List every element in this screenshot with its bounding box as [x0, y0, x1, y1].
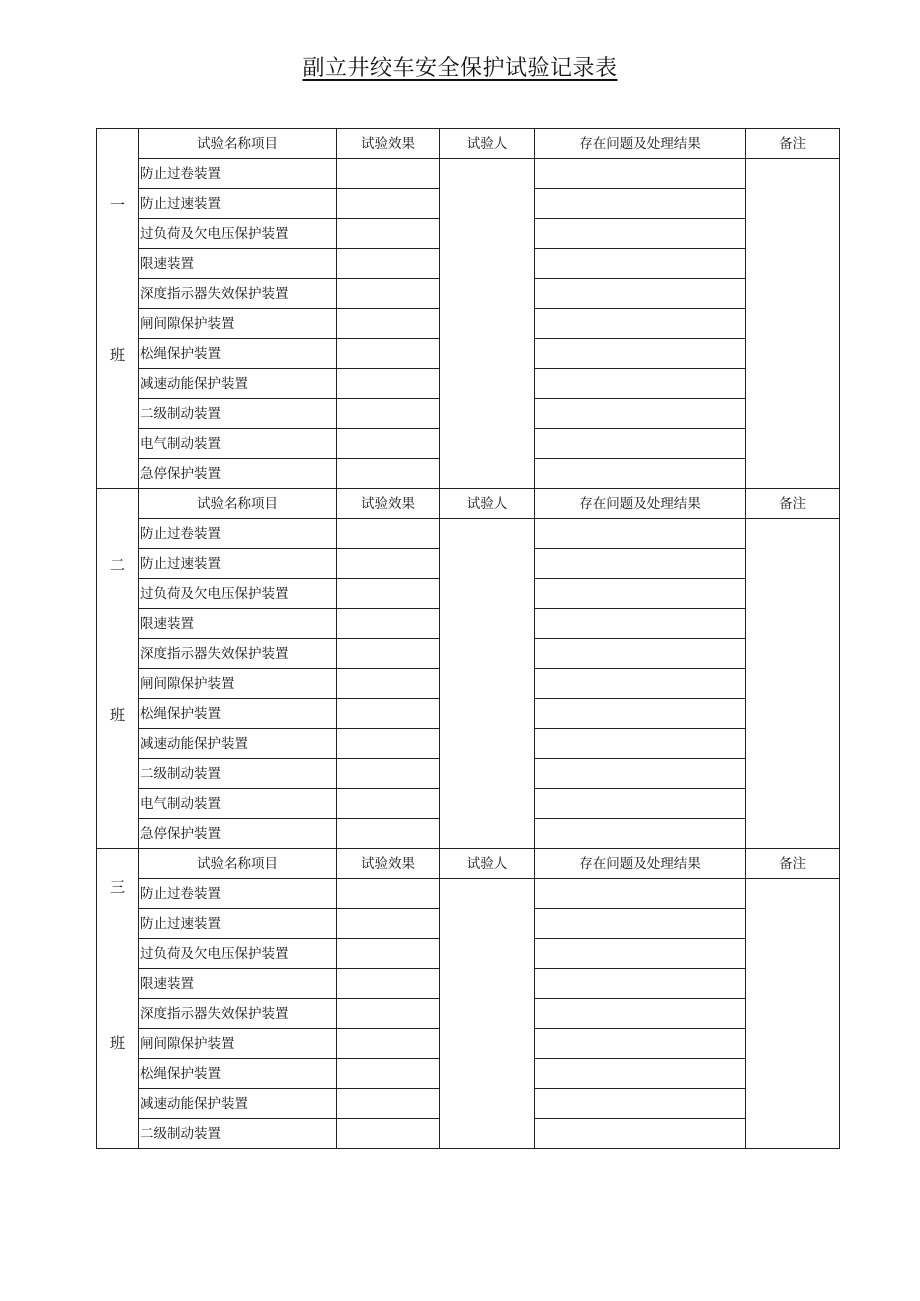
issues-result-cell[interactable] [535, 519, 746, 549]
issues-result-cell[interactable] [535, 579, 746, 609]
header-remarks: 备注 [746, 489, 840, 519]
test-effect-cell[interactable] [337, 369, 440, 399]
test-item-name: 限速装置 [139, 609, 337, 639]
test-effect-cell[interactable] [337, 399, 440, 429]
page-title [0, 54, 920, 84]
test-item-name: 防止过卷装置 [139, 879, 337, 909]
test-item-name: 限速装置 [139, 249, 337, 279]
test-item-name: 过负荷及欠电压保护装置 [139, 579, 337, 609]
test-effect-cell[interactable] [337, 939, 440, 969]
test-item-name: 深度指示器失效保护装置 [139, 279, 337, 309]
header-remarks: 备注 [746, 849, 840, 879]
test-effect-cell[interactable] [337, 459, 440, 489]
test-effect-cell[interactable] [337, 249, 440, 279]
test-item-name: 松绳保护装置 [139, 1059, 337, 1089]
test-item-name: 闸间隙保护装置 [139, 1029, 337, 1059]
test-effect-cell[interactable] [337, 159, 440, 189]
issues-result-cell[interactable] [535, 759, 746, 789]
test-effect-cell[interactable] [337, 1059, 440, 1089]
test-item-name: 闸间隙保护装置 [139, 309, 337, 339]
shift-label-top: 二 [109, 556, 125, 574]
test-effect-cell[interactable] [337, 429, 440, 459]
test-effect-cell[interactable] [337, 729, 440, 759]
test-item-name: 电气制动装置 [139, 789, 337, 819]
table-row [97, 879, 840, 909]
header-test-effect: 试验效果 [337, 849, 440, 879]
test-item-name: 电气制动装置 [139, 429, 337, 459]
test-item-name: 减速动能保护装置 [139, 369, 337, 399]
table-row [97, 159, 840, 189]
header-tester: 试验人 [440, 489, 535, 519]
test-effect-cell[interactable] [337, 549, 440, 579]
test-effect-cell[interactable] [337, 1029, 440, 1059]
test-item-name: 深度指示器失效保护装置 [139, 999, 337, 1029]
issues-result-cell[interactable] [535, 249, 746, 279]
header-test-name: 试验名称项目 [139, 489, 337, 519]
issues-result-cell[interactable] [535, 939, 746, 969]
issues-result-cell[interactable] [535, 1029, 746, 1059]
header-test-effect: 试验效果 [337, 129, 440, 159]
issues-result-cell[interactable] [535, 279, 746, 309]
shift-label-cell [97, 849, 139, 1149]
shift-label-cell [97, 129, 139, 489]
test-item-name: 二级制动装置 [139, 1119, 337, 1149]
header-issues-result: 存在问题及处理结果 [535, 849, 746, 879]
header-test-effect: 试验效果 [337, 489, 440, 519]
header-issues-result: 存在问题及处理结果 [535, 489, 746, 519]
shift-label-bottom: 班 [109, 706, 125, 724]
issues-result-cell[interactable] [535, 189, 746, 219]
test-item-name: 防止过速装置 [139, 189, 337, 219]
issues-result-cell[interactable] [535, 219, 746, 249]
tester-cell[interactable] [440, 159, 535, 489]
tester-cell[interactable] [440, 519, 535, 849]
issues-result-cell[interactable] [535, 729, 746, 759]
test-effect-cell[interactable] [337, 819, 440, 849]
test-effect-cell[interactable] [337, 999, 440, 1029]
test-effect-cell[interactable] [337, 639, 440, 669]
test-effect-cell[interactable] [337, 279, 440, 309]
test-effect-cell[interactable] [337, 609, 440, 639]
test-item-name: 松绳保护装置 [139, 339, 337, 369]
table-row [97, 519, 840, 549]
issues-result-cell[interactable] [535, 999, 746, 1029]
test-effect-cell[interactable] [337, 759, 440, 789]
issues-result-cell[interactable] [535, 969, 746, 999]
test-item-name: 防止过速装置 [139, 909, 337, 939]
test-effect-cell[interactable] [337, 699, 440, 729]
header-tester: 试验人 [440, 849, 535, 879]
test-effect-cell[interactable] [337, 1119, 440, 1149]
issues-result-cell[interactable] [535, 1089, 746, 1119]
header-row [97, 849, 840, 879]
header-test-name: 试验名称项目 [139, 129, 337, 159]
tester-cell[interactable] [440, 879, 535, 1149]
remarks-cell[interactable] [746, 519, 840, 849]
shift-label-top: 一 [109, 196, 125, 214]
issues-result-cell[interactable] [535, 429, 746, 459]
table-body [97, 129, 840, 1149]
test-item-name: 过负荷及欠电压保护装置 [139, 939, 337, 969]
issues-result-cell[interactable] [535, 1059, 746, 1089]
test-effect-cell[interactable] [337, 339, 440, 369]
test-effect-cell[interactable] [337, 579, 440, 609]
test-item-name: 限速装置 [139, 969, 337, 999]
test-item-name: 深度指示器失效保护装置 [139, 639, 337, 669]
issues-result-cell[interactable] [535, 369, 746, 399]
issues-result-cell[interactable] [535, 909, 746, 939]
header-test-name: 试验名称项目 [139, 849, 337, 879]
page-title-text: 副立井绞车安全保护试验记录表 [302, 56, 618, 81]
shift-label-bottom: 班 [109, 346, 125, 364]
issues-result-cell[interactable] [535, 309, 746, 339]
test-effect-cell[interactable] [337, 1089, 440, 1119]
issues-result-cell[interactable] [535, 819, 746, 849]
issues-result-cell[interactable] [535, 879, 746, 909]
test-item-name: 松绳保护装置 [139, 699, 337, 729]
issues-result-cell[interactable] [535, 399, 746, 429]
test-item-name: 减速动能保护装置 [139, 729, 337, 759]
test-item-name: 闸间隙保护装置 [139, 669, 337, 699]
test-item-name: 防止过卷装置 [139, 519, 337, 549]
header-issues-result: 存在问题及处理结果 [535, 129, 746, 159]
issues-result-cell[interactable] [535, 459, 746, 489]
test-item-name: 二级制动装置 [139, 759, 337, 789]
test-item-name: 急停保护装置 [139, 819, 337, 849]
issues-result-cell[interactable] [535, 699, 746, 729]
issues-result-cell[interactable] [535, 159, 746, 189]
test-effect-cell[interactable] [337, 909, 440, 939]
shift-label-top: 三 [109, 878, 125, 896]
test-item-name: 防止过卷装置 [139, 159, 337, 189]
header-row [97, 489, 840, 519]
issues-result-cell[interactable] [535, 609, 746, 639]
issues-result-cell[interactable] [535, 1119, 746, 1149]
test-item-name: 急停保护装置 [139, 459, 337, 489]
test-effect-cell[interactable] [337, 219, 440, 249]
test-effect-cell[interactable] [337, 969, 440, 999]
header-tester: 试验人 [440, 129, 535, 159]
issues-result-cell[interactable] [535, 669, 746, 699]
test-item-name: 过负荷及欠电压保护装置 [139, 219, 337, 249]
test-item-name: 二级制动装置 [139, 399, 337, 429]
header-remarks: 备注 [746, 129, 840, 159]
test-effect-cell[interactable] [337, 789, 440, 819]
issues-result-cell[interactable] [535, 789, 746, 819]
header-row [97, 129, 840, 159]
test-effect-cell[interactable] [337, 669, 440, 699]
test-effect-cell[interactable] [337, 309, 440, 339]
remarks-cell[interactable] [746, 159, 840, 489]
test-record-table [96, 128, 840, 1149]
test-effect-cell[interactable] [337, 879, 440, 909]
test-effect-cell[interactable] [337, 519, 440, 549]
issues-result-cell[interactable] [535, 339, 746, 369]
test-item-name: 减速动能保护装置 [139, 1089, 337, 1119]
shift-label-bottom: 班 [109, 1034, 125, 1052]
issues-result-cell[interactable] [535, 639, 746, 669]
test-item-name: 防止过速装置 [139, 549, 337, 579]
issues-result-cell[interactable] [535, 549, 746, 579]
test-effect-cell[interactable] [337, 189, 440, 219]
remarks-cell[interactable] [746, 879, 840, 1149]
shift-label-cell [97, 489, 139, 849]
